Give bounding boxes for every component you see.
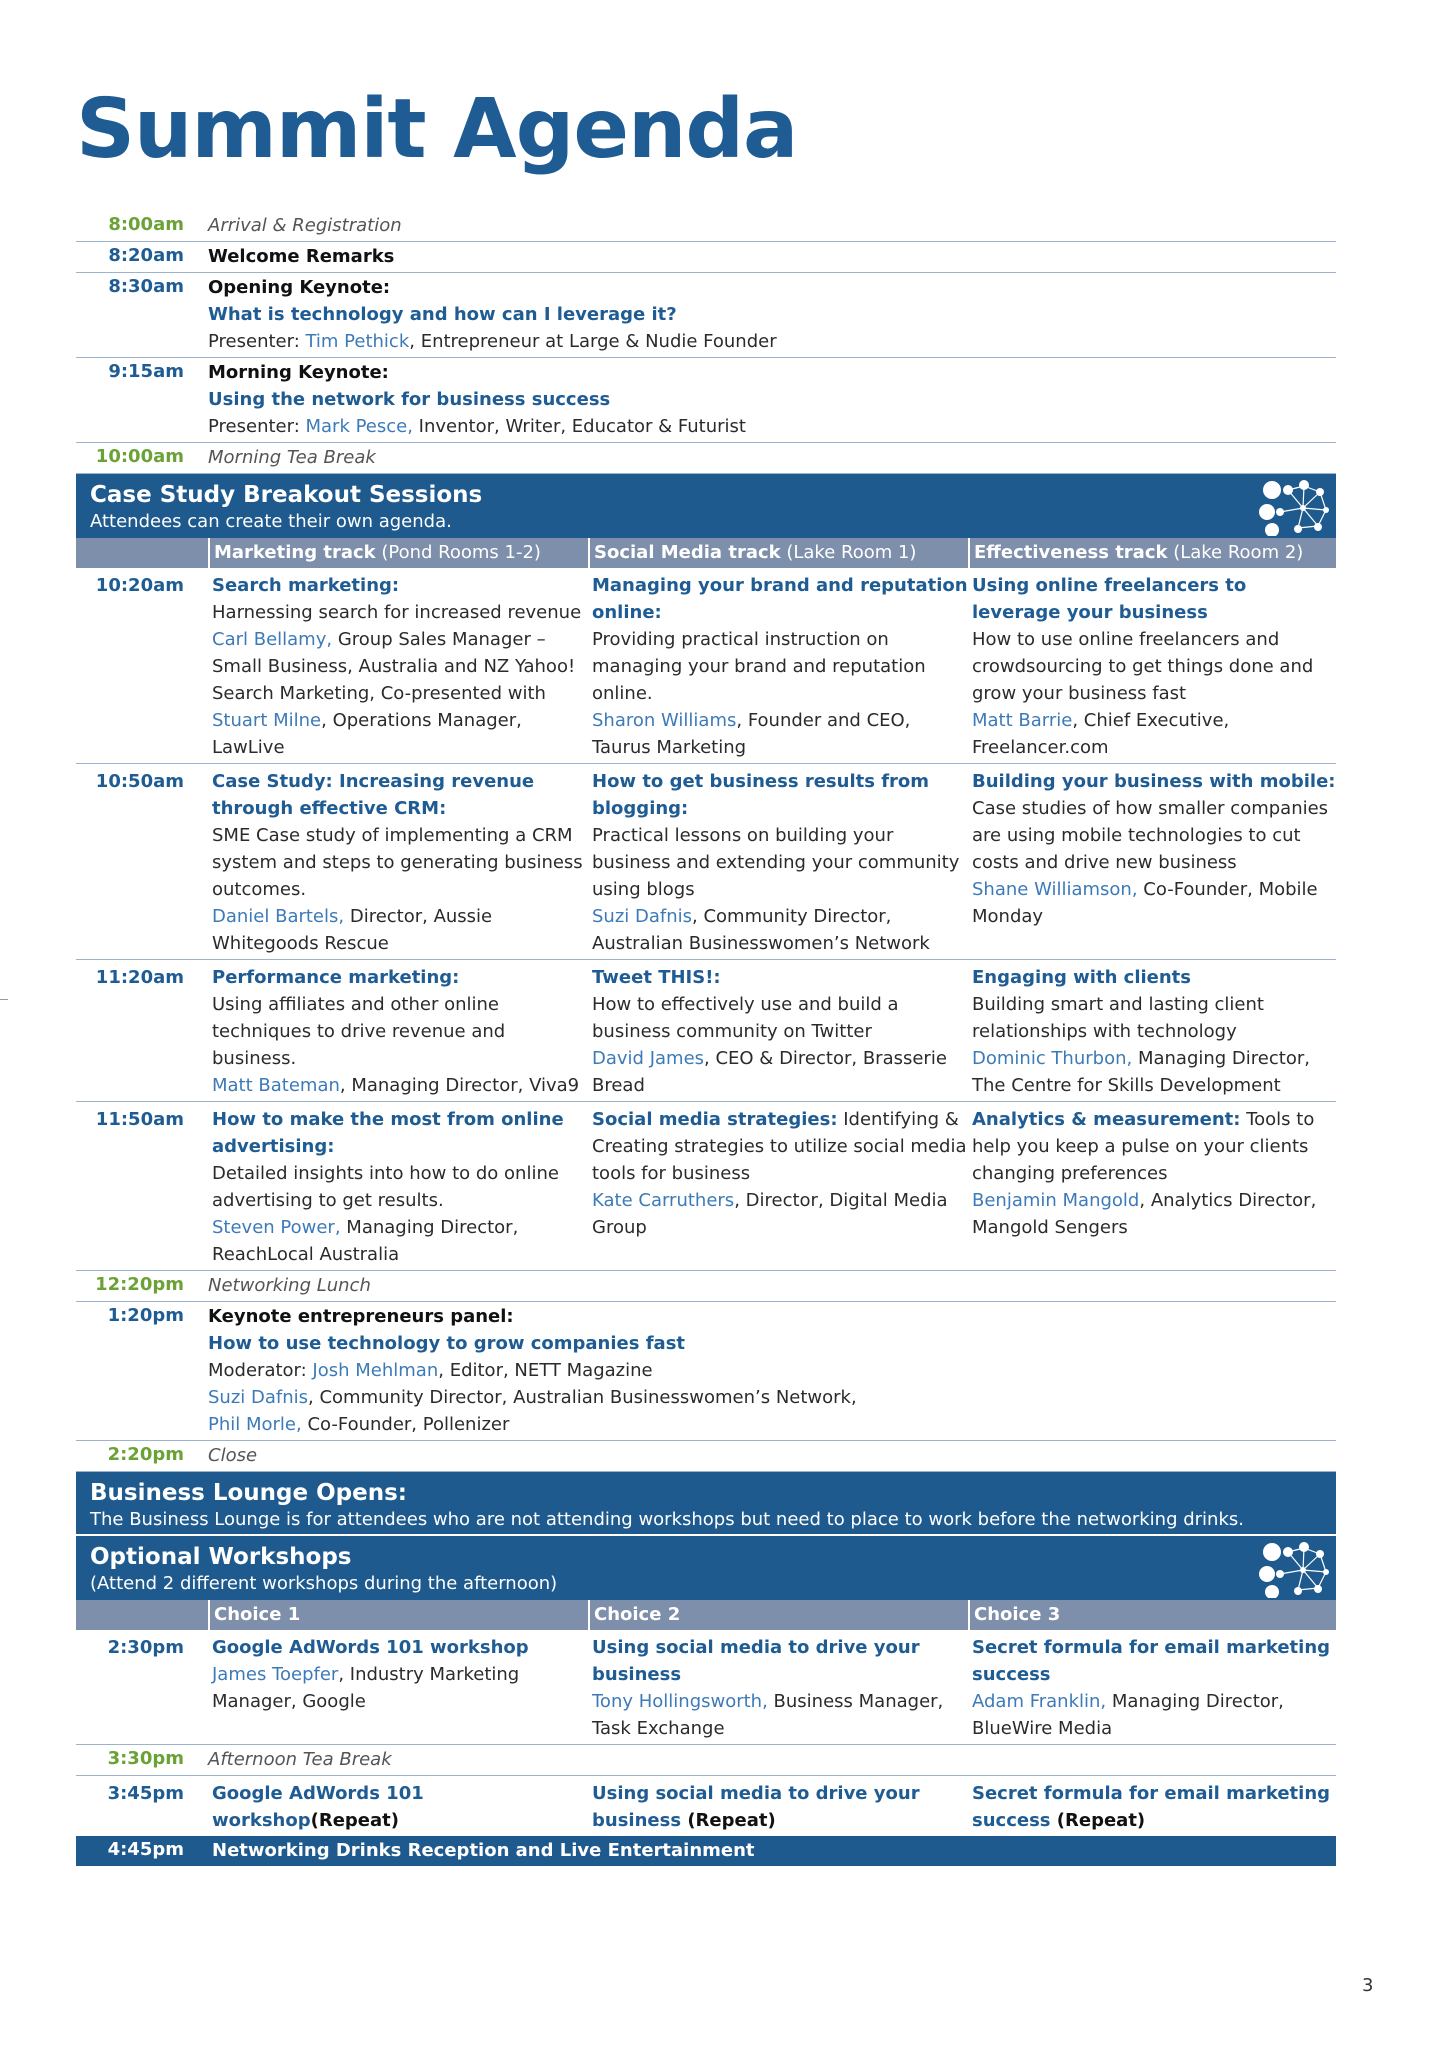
presenter-line — [592, 1045, 968, 1099]
choice-2: Choice 2 — [588, 1600, 968, 1630]
presenter-name: Daniel Bartels, — [212, 906, 345, 927]
session-row — [76, 358, 1336, 443]
presenter-line — [212, 903, 588, 957]
presenter-role: Co-Founder, Pollenizer — [301, 1414, 510, 1435]
session-desc: Providing practical instruction on managing your brand and reputation online. — [592, 629, 926, 704]
session-time: 12:20pm — [95, 1274, 184, 1295]
session-line: What is technology and how can I leverage it? — [208, 304, 677, 325]
slot-time: 11:20am — [95, 967, 184, 988]
presenter-line — [592, 707, 968, 761]
presenter-name: Steven Power, — [212, 1217, 341, 1238]
session-cell — [968, 572, 1336, 761]
session-content — [208, 1271, 1336, 1301]
session-cell — [588, 572, 968, 761]
session-desc: Tools to help you keep a pulse on your clients changing preferences — [972, 1109, 1315, 1184]
copresenter-role: , Operations Manager, LawLive — [212, 710, 522, 758]
session-line: Welcome Remarks — [208, 246, 395, 267]
session-content — [208, 358, 1336, 442]
presenter-line — [212, 1661, 588, 1715]
session-line — [208, 1384, 1336, 1411]
session-title: Performance marketing: — [212, 967, 460, 988]
workshop-cell — [208, 1634, 588, 1742]
presenter-name: Phil Morle, — [208, 1414, 302, 1435]
track-effectiveness: Effectiveness track (Lake Room 2) — [968, 538, 1336, 568]
presenter-role: Director, Aussie Whitegoods Rescue — [212, 906, 493, 954]
presenter-line — [212, 1072, 588, 1099]
presenter-line — [592, 1688, 968, 1742]
presenter-line — [212, 1214, 588, 1268]
session-desc: Practical lessons on building your business and extending your community using blogs — [592, 825, 960, 900]
breakout-slots — [76, 568, 1336, 1271]
workshop-title: Secret formula for email marketing success — [972, 1637, 1331, 1685]
session-desc: Building smart and lasting client relationships with technology — [972, 994, 1264, 1042]
presenter-role: , Director, Digital Media Group — [592, 1190, 948, 1238]
presenter-name: Sharon Williams — [592, 710, 737, 731]
breakout-banner — [76, 474, 1336, 538]
presenter-role: , Industry Marketing Manager, Google — [212, 1664, 520, 1712]
presenter-line — [972, 1688, 1336, 1742]
workshop-cell — [588, 1634, 968, 1742]
presenter-name: Kate Carruthers — [592, 1190, 735, 1211]
session-line: Arrival & Registration — [208, 215, 402, 236]
workshop-title: Using social media to drive your business — [592, 1637, 920, 1685]
session-cell — [208, 768, 588, 957]
presenter-name: Shane Williamson, — [972, 879, 1138, 900]
presenter-role: Managing Director, BlueWire Media — [972, 1691, 1284, 1739]
session-desc: Case studies of how smaller companies are using mobile technologies to cut costs and drive new business — [972, 798, 1329, 873]
final-text: Networking Drinks Reception and Live Entertainment — [212, 1840, 755, 1861]
lounge-banner — [76, 1472, 1336, 1534]
network-logo-icon — [1258, 1540, 1332, 1598]
choice-1: Choice 1 — [208, 1600, 588, 1630]
session-title: Using online freelancers to leverage your business — [972, 575, 1247, 623]
presenter-role: , Founder and CEO, Taurus Marketing — [592, 710, 911, 758]
presenter-name: Suzi Dafnis — [208, 1387, 309, 1408]
breakout-title: Case Study Breakout Sessions — [90, 482, 483, 508]
presenter-name: Dominic Thurbon, — [972, 1048, 1133, 1069]
presenter-name: Benjamin Mangold — [972, 1190, 1140, 1211]
presenter-name: David James — [592, 1048, 705, 1069]
session-row — [76, 1302, 1336, 1441]
slot-time: 10:20am — [95, 575, 184, 596]
session-desc: How to use online freelancers and crowdsourcing to get things done and grow your business fast — [972, 629, 1314, 704]
breakout-row — [76, 1102, 1336, 1271]
mid-sessions — [76, 1271, 1336, 1472]
final-row — [76, 1836, 1336, 1866]
session-title: Social media strategies: — [592, 1109, 838, 1130]
page-title: Summit Agenda — [76, 82, 798, 177]
session-time: 8:00am — [108, 214, 184, 235]
session-row — [76, 1271, 1336, 1302]
session-title: Case Study: Increasing revenue through effective CRM: — [212, 771, 535, 819]
slot-time: 3:30pm — [107, 1748, 184, 1769]
agenda — [76, 211, 1336, 1866]
session-time: 8:30am — [108, 276, 184, 297]
workshop-title: Google AdWords 101 workshop — [212, 1783, 424, 1831]
choice-3: Choice 3 — [968, 1600, 1336, 1630]
tea-text: Afternoon Tea Break — [208, 1749, 392, 1770]
network-logo-icon — [1258, 478, 1332, 536]
copresenter-name: Stuart Milne — [212, 710, 322, 731]
repeat-label: (Repeat) — [681, 1810, 776, 1831]
workshop-cell — [208, 1780, 588, 1834]
session-content — [208, 242, 1336, 272]
session-line — [208, 328, 1336, 355]
session-cell — [588, 964, 968, 1099]
session-time: 9:15am — [108, 361, 184, 382]
choice-header — [76, 1600, 1336, 1630]
presenter-name: Tony Hollingsworth, — [592, 1691, 768, 1712]
breakout-subtitle: Attendees can create their own agenda. — [90, 511, 452, 532]
session-row — [76, 211, 1336, 242]
workshop-title: Secret formula for email marketing success — [972, 1783, 1331, 1831]
session-title-line — [972, 1106, 1336, 1187]
presenter-name: Matt Bateman — [212, 1075, 340, 1096]
session-content — [208, 1302, 1336, 1440]
session-title: Building your business with mobile: — [972, 771, 1336, 792]
workshops-banner — [76, 1536, 1336, 1600]
session-row — [76, 242, 1336, 273]
session-desc: How to effectively use and build a business community on Twitter — [592, 994, 899, 1042]
session-time: 1:20pm — [107, 1305, 184, 1326]
session-line: How to use technology to grow companies fast — [208, 1333, 686, 1354]
session-title: How to make the most from online advertising: — [212, 1109, 564, 1157]
presenter-line — [972, 876, 1336, 930]
slot-time: 11:50am — [95, 1109, 184, 1130]
presenter-line — [592, 903, 968, 957]
workshop-cell — [588, 1780, 968, 1834]
slot-time: 3:45pm — [107, 1783, 184, 1804]
session-content — [208, 443, 1336, 473]
line-prefix: Presenter: — [208, 331, 306, 352]
session-line: Using the network for business success — [208, 389, 611, 410]
session-cell — [588, 1106, 968, 1268]
slot-time: 10:50am — [95, 771, 184, 792]
session-line — [208, 1411, 1336, 1438]
presenter-name: James Toepfer — [212, 1664, 339, 1685]
session-time: 8:20am — [108, 245, 184, 266]
presenter-name: Carl Bellamy, — [212, 629, 333, 650]
session-line: Close — [208, 1445, 258, 1466]
workshop-title: Google AdWords 101 workshop — [212, 1637, 529, 1658]
session-title: Search marketing: — [212, 575, 400, 596]
session-desc: Harnessing search for increased revenue — [212, 602, 582, 623]
session-line: Keynote entrepreneurs panel: — [208, 1306, 514, 1327]
presenter-name: Tim Pethick — [305, 331, 410, 352]
workshop-row — [76, 1630, 1336, 1745]
presenter-role: , Entrepreneur at Large & Nudie Founder — [409, 331, 777, 352]
repeat-label: (Repeat) — [310, 1810, 399, 1831]
presenter-role: , Community Director, Australian Businesswomen’s Network — [592, 906, 930, 954]
copresenter-prefix: Co-presented with — [375, 683, 546, 704]
presenter-role: , Editor, NETT Magazine — [438, 1360, 653, 1381]
workshops-title: Optional Workshops — [90, 1544, 352, 1570]
presenter-role: Managing Director, ReachLocal Australia — [212, 1217, 519, 1265]
session-row — [76, 1441, 1336, 1472]
presenter-role: , CEO & Director, Brasserie Bread — [592, 1048, 947, 1096]
session-row — [76, 273, 1336, 358]
session-title: Managing your brand and reputation online: — [592, 575, 968, 623]
session-time: 10:00am — [95, 446, 184, 467]
presenter-role: Group Sales Manager – Small Business, Australia and NZ Yahoo! Search Marketing, — [212, 629, 576, 704]
session-line: Opening Keynote: — [208, 277, 391, 298]
session-cell — [968, 768, 1336, 957]
breakout-row — [76, 764, 1336, 960]
page-number: 3 — [1362, 1975, 1374, 1996]
presenter-role: Co-Founder, Mobile Monday — [972, 879, 1318, 927]
session-cell — [968, 1106, 1336, 1268]
session-content — [208, 273, 1336, 357]
presenter-line — [972, 1187, 1336, 1241]
session-title: Tweet THIS!: — [592, 967, 721, 988]
tea-row — [76, 1745, 1336, 1776]
presenter-role: Managing Director, The Centre for Skills Development — [972, 1048, 1310, 1096]
presenter-role: Inventor, Writer, Educator & Futurist — [412, 416, 746, 437]
workshop-repeat-row — [76, 1776, 1336, 1836]
track-social-media: Social Media track (Lake Room 1) — [588, 538, 968, 568]
presenter-role: , Managing Director, Viva9 — [339, 1075, 580, 1096]
session-row — [76, 443, 1336, 474]
presenter-name: Josh Mehlman — [312, 1360, 439, 1381]
presenter-name: Mark Pesce, — [305, 416, 413, 437]
session-title-line — [592, 1106, 968, 1187]
breakout-row — [76, 568, 1336, 764]
session-title: Engaging with clients — [972, 967, 1191, 988]
session-time: 2:20pm — [107, 1444, 184, 1465]
line-prefix: Presenter: — [208, 416, 306, 437]
presenter-role: Business Manager, Task Exchange — [592, 1691, 944, 1739]
presenter-name: Adam Franklin, — [972, 1691, 1107, 1712]
workshops-subtitle: (Attend 2 different workshops during the afternoon) — [90, 1573, 558, 1594]
presenter-name: Matt Barrie — [972, 710, 1073, 731]
track-marketing: Marketing track (Pond Rooms 1-2) — [208, 538, 588, 568]
session-line: Morning Keynote: — [208, 362, 389, 383]
session-desc: SME Case study of implementing a CRM system and steps to generating business outcomes. — [212, 825, 583, 900]
line-prefix: Moderator: — [208, 1360, 313, 1381]
session-title: How to get business results from blogging: — [592, 771, 930, 819]
session-cell — [968, 964, 1336, 1099]
session-desc: Detailed insights into how to do online advertising to get results. — [212, 1163, 559, 1211]
track-header — [76, 538, 1336, 568]
presenter-role: , Chief Executive, Freelancer.com — [972, 710, 1230, 758]
session-content — [208, 211, 1336, 241]
session-line: Morning Tea Break — [208, 447, 376, 468]
session-desc: Identifying & Creating strategies to utilize social media tools for business — [592, 1109, 967, 1184]
workshop-rows — [76, 1630, 1336, 1836]
session-cell — [208, 1106, 588, 1268]
presenter-role: , Community Director, Australian Businesswomen’s Network, — [308, 1387, 857, 1408]
session-title: Analytics & measurement: — [972, 1109, 1241, 1130]
session-desc: Using affiliates and other online techniques to drive revenue and business. — [212, 994, 506, 1069]
session-content — [208, 1441, 1336, 1471]
presenter-line — [212, 626, 588, 761]
workshop-title: Using social media to drive your business — [592, 1783, 920, 1831]
slot-time: 2:30pm — [107, 1637, 184, 1658]
repeat-label: (Repeat) — [1050, 1810, 1146, 1831]
lounge-subtitle: The Business Lounge is for attendees who are not attending workshops but need to place to work before the networking drinks. — [90, 1509, 1244, 1530]
presenter-line — [972, 707, 1336, 761]
presenter-line — [592, 1187, 968, 1241]
session-cell — [208, 964, 588, 1099]
session-cell — [208, 572, 588, 761]
session-line — [208, 1357, 1336, 1384]
presenter-line — [972, 1045, 1336, 1099]
session-cell — [588, 768, 968, 957]
workshop-cell — [968, 1634, 1336, 1742]
pre-sessions — [76, 211, 1336, 474]
presenter-role: , Analytics Director, Mangold Sengers — [972, 1190, 1317, 1238]
workshop-cell — [968, 1780, 1336, 1834]
margin-tick — [0, 999, 8, 1000]
session-line — [208, 413, 1336, 440]
final-time: 4:45pm — [107, 1839, 184, 1860]
presenter-name: Suzi Dafnis — [592, 906, 693, 927]
breakout-row — [76, 960, 1336, 1102]
session-line: Networking Lunch — [208, 1275, 371, 1296]
lounge-title: Business Lounge Opens: — [90, 1480, 407, 1506]
